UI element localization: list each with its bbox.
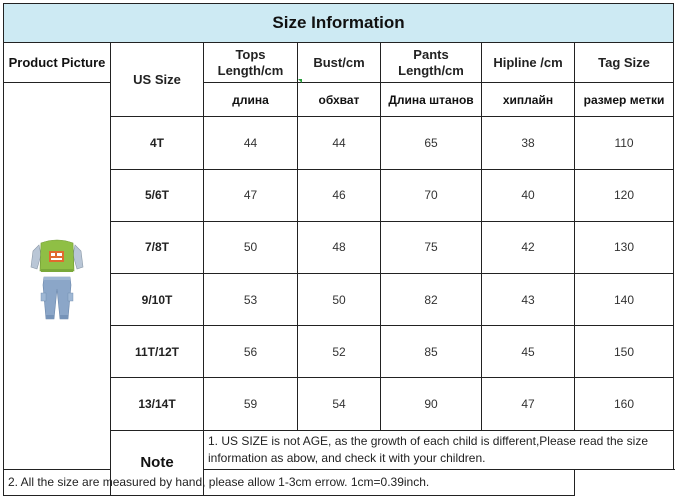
size-cell: 9/10T	[111, 274, 204, 326]
cell-marker-icon	[298, 79, 302, 83]
size-cell: 5/6T	[111, 169, 204, 221]
hipline-value: 38	[482, 117, 575, 169]
bust-value: 52	[298, 326, 381, 378]
ru-header-tops: длина	[204, 83, 298, 117]
tag-value: 140	[575, 274, 674, 326]
tag-value: 130	[575, 221, 674, 273]
pants-value: 90	[381, 378, 482, 430]
pants-value: 82	[381, 274, 482, 326]
pants-value: 85	[381, 326, 482, 378]
hipline-value: 40	[482, 169, 575, 221]
tag-value: 150	[575, 326, 674, 378]
hipline-value: 47	[482, 378, 575, 430]
product-picture-cell	[4, 83, 111, 470]
header-tag-size: Tag Size	[575, 43, 674, 83]
hipline-value: 43	[482, 274, 575, 326]
tops-value: 53	[204, 274, 298, 326]
header-hipline: Hipline /cm	[482, 43, 575, 83]
table-title: Size Information	[4, 4, 674, 43]
header-us-size: US Size	[111, 43, 204, 117]
bust-value: 48	[298, 221, 381, 273]
tops-value: 50	[204, 221, 298, 273]
tag-value: 160	[575, 378, 674, 430]
tops-value: 47	[204, 169, 298, 221]
tops-value: 59	[204, 378, 298, 430]
bust-value: 46	[298, 169, 381, 221]
note-label: Note	[111, 430, 204, 495]
note-line-1: 1. US SIZE is not AGE, as the growth of each child is different,Please read the size information as abow, and check it with your children.	[204, 430, 674, 469]
note-line-2: 2. All the size are measured by hand, please allow 1-3cm errow. 1cm=0.39inch.	[4, 469, 575, 495]
tops-value: 56	[204, 326, 298, 378]
tag-value: 110	[575, 117, 674, 169]
header-pants-length: Pants Length/cm	[381, 43, 482, 83]
kids-outfit-picture	[27, 231, 87, 321]
header-bust-label: Bust/cm	[313, 54, 365, 70]
header-product-picture: Product Picture	[4, 43, 111, 83]
size-cell: 4T	[111, 117, 204, 169]
tag-value: 120	[575, 169, 674, 221]
pants-value: 70	[381, 169, 482, 221]
hipline-value: 45	[482, 326, 575, 378]
bust-value: 54	[298, 378, 381, 430]
header-bust	[298, 43, 381, 83]
bust-value: 44	[298, 117, 381, 169]
ru-header-bust: обхват	[298, 83, 381, 117]
ru-header-pants: Длина штанов	[381, 83, 482, 117]
header-tops-length: Tops Length/cm	[204, 43, 298, 83]
size-cell: 11T/12T	[111, 326, 204, 378]
hipline-value: 42	[482, 221, 575, 273]
size-table	[3, 3, 674, 496]
pants-value: 75	[381, 221, 482, 273]
ru-header-tag: размер метки	[575, 83, 674, 117]
pants-value: 65	[381, 117, 482, 169]
bust-value: 50	[298, 274, 381, 326]
ru-header-hipline: хиплайн	[482, 83, 575, 117]
size-cell: 7/8T	[111, 221, 204, 273]
size-cell: 13/14T	[111, 378, 204, 430]
tops-value: 44	[204, 117, 298, 169]
